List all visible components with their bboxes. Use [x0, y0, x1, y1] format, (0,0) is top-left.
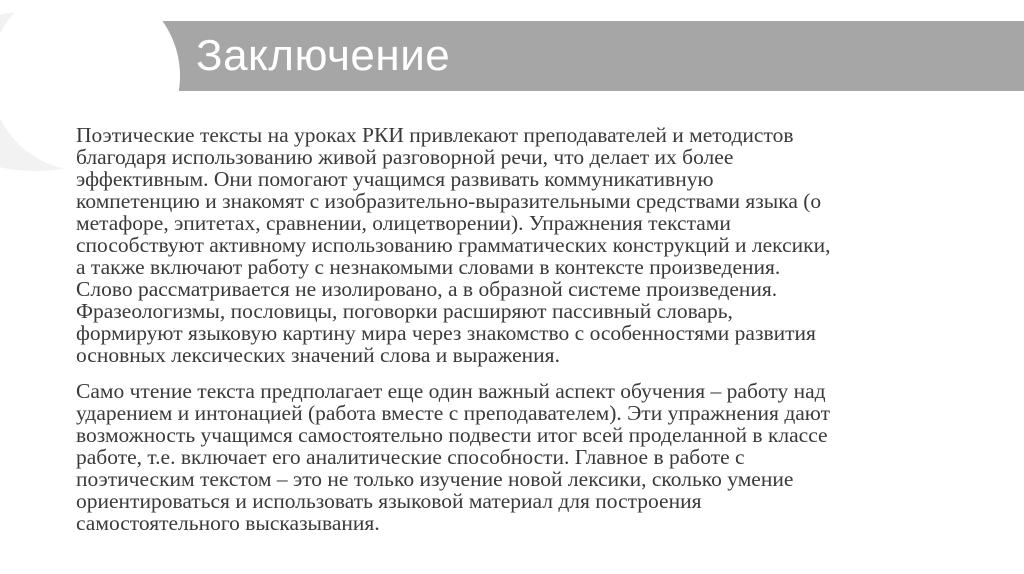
title-bar	[0, 21, 1024, 91]
slide-content	[76, 124, 996, 534]
body-paragraph-2: Само чтение текста предполагает еще один важный аспект обучения – работу над ударением и интонацией (работа вместе с преподавателем). Эти упражнения дают возможность учащимся самостоятельно подвести итог всей проделанной в классе работе, т.е. включает его аналитические способности. Главное в работе с поэтическим текстом – это не только изучение новой лексики, сколько умение ориентироваться и использовать языковой материал для построения самостоятельного высказывания.	[76, 379, 830, 535]
body-paragraph-1: Поэтические тексты на уроках РКИ привлекают преподавателей и методистов благодаря использованию живой разговорной речи, что делает их более эффективным. Они помогают учащимся развивать коммуникативную компетенцию и знакомят с изобразительно-выразительными средствами языка (о метафоре, эпитетах, сравнении, олицетворении). Упражнения текстами способствуют активному использованию грамматических конструкций и лексики, а также включают работу с незнакомыми словами в контексте произведения. Слово рассматривается не изолировано, а в образной системе произведения. Фразеологизмы, пословицы, поговорки расширяют пассивный словарь, формируют языковую картину мира через знакомство с особенностями развития основных лексических значений слова и выражения.	[76, 123, 831, 367]
slide-title: Заключение	[196, 31, 451, 80]
